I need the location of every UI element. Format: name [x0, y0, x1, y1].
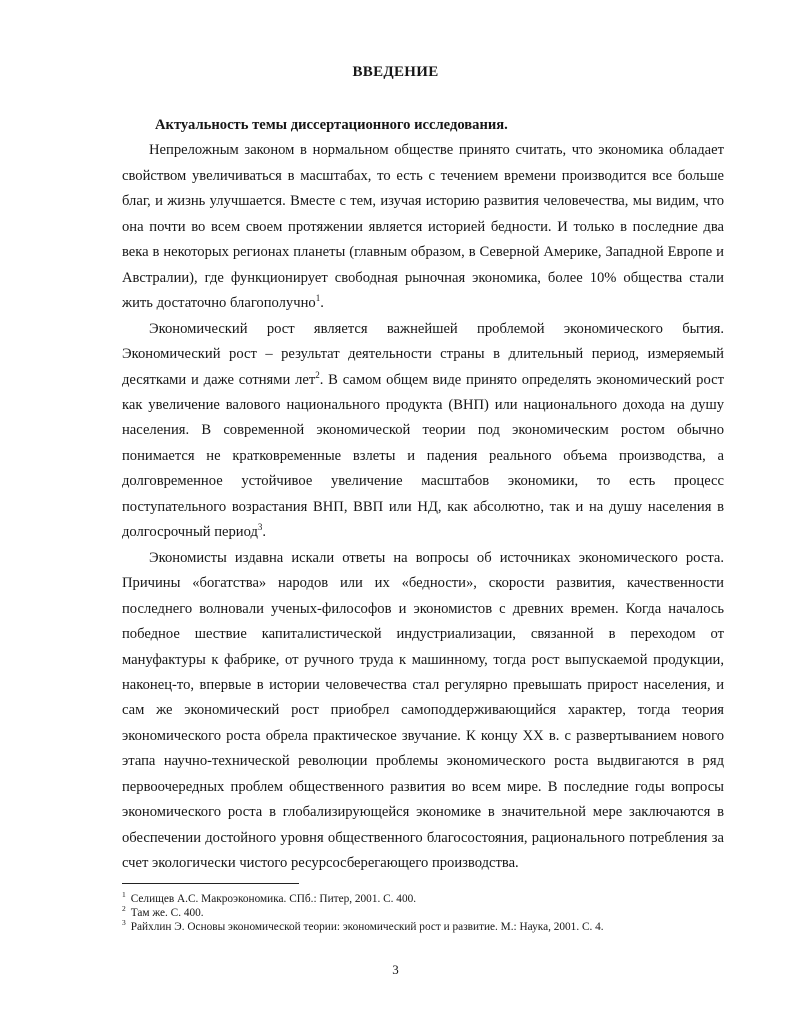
chapter-title: ВВЕДЕНИЕ: [352, 64, 439, 80]
footnote-text: Селищев А.С. Макроэкономика. СПб.: Питер, 2001. С. 400.: [130, 893, 417, 905]
page-number: 3: [392, 962, 399, 977]
footnotes: [122, 892, 724, 934]
paragraph-3: [122, 546, 724, 877]
paragraph-2-text: Экономический рост является важнейшей проблемой экономического бытия. Экономический рост – результат деятельности страны в длительный период, измеряемый десятками и даже сотнями лет: [122, 320, 724, 388]
paragraph-3-text: Экономисты издавна искали ответы на вопросы об источниках экономического роста. Причины «богатства» народов или их «бедности», скорости развития, качественности последнего волновали ученых-философов и экономистов с древних времен. Когда началось победное шествие капиталистической индустриализации, связанной в переходом от мануфактуры к фабрике, от ручного труда к машинному, тогда рост выпускаемой продукции, наконец-то, впервые в истории человечества стал регулярно превышать прирост населения, и сам же экономический рост приобрел самоподдерживающийся характер, тогда теория экономического роста обрела практическое звучание. К концу XX в. с развертыванием нового этапа научно-технической революции проблемы экономического роста выдвигаются в ряд первоочередных проблем общественного развития во всем мире. В последние годы вопросы экономического роста в глобализирующейся экономике в значительной мере заключаются в обеспечении достойного уровня общественного благосостояния, рационального потребления за счет экологически чистого ресурсосберегающего производства.: [122, 549, 724, 872]
footnote-2: [122, 906, 724, 920]
paragraph-1-text: Непреложным законом в нормальном обществе принято считать, что экономика обладает свойством увеличиваться в масштабах, то есть с течением времени производится все больше благ, и жизнь улучшается. Вместе с тем, изучая историю развития человечества, мы видим, что она почти во всем своем протяжении является историей бедности. И только в последние два века в некоторых регионах планеты (главным образом, в Северной Америке, Западной Европе и Австралии), где функционирует свободная рыночная экономика, более 10% общества стали жить достаточно благополучно: [122, 142, 724, 312]
paragraph-1-tail: .: [320, 295, 324, 312]
paragraph-2: [122, 317, 724, 546]
footnote-ref-2: 2: [315, 369, 320, 380]
footnote-ref-1: 1: [315, 293, 321, 304]
footnote-mark: 3: [122, 918, 126, 928]
footnote-3: [122, 920, 724, 934]
footnote-mark: 2: [122, 904, 126, 914]
footnote-1: [122, 892, 724, 906]
paragraph-2-middle: . В самом общем виде принято определять экономический рост как увеличение валового национального продукта (ВНП) или национального дохода на душу населения. В современной экономической теории под экономическим ростом обычно понимается не кратковременные взлеты и падения реального объема производства, а долговременное устойчивое увеличение масштабов экономики, то есть процесс поступательного возрастания ВНП, ВВП или НД, как абсолютно, так и на душу населения в долгосрочный период: [122, 371, 724, 541]
footnote-mark: 1: [122, 890, 126, 900]
footnote-ref-3: 3: [257, 522, 263, 533]
footnote-text: Райхлин Э. Основы экономической теории: экономический рост и развитие. М.: Наука, 2001. С. 4.: [130, 921, 604, 933]
body-text: [122, 113, 724, 877]
paragraph-2-tail: .: [262, 524, 267, 541]
section-subtitle: Актуальность темы диссертационного исследования.: [155, 117, 508, 133]
paragraph-1: [122, 138, 724, 316]
footnote-text: Там же. С. 400.: [130, 907, 204, 919]
footnote-divider: [122, 883, 299, 884]
